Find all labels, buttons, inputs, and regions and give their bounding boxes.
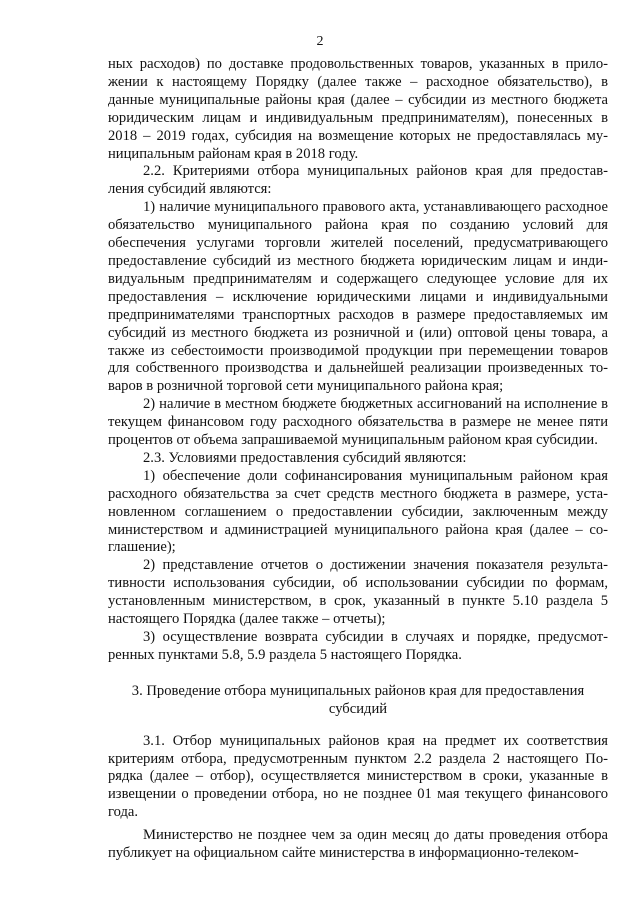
paragraph-2-2: 2.2. Критериями отбора муниципальных районов края для предоставления субсидий являются: [108, 163, 608, 198]
page-number: 2 [316, 34, 324, 49]
paragraph-2-3: 2.3. Условиями предоставления субсидий являются: [143, 449, 467, 466]
document-body [108, 56, 608, 863]
paragraph-2-2-item-1: 1) наличие муниципального правового акта, устанавливающего расходное обязательство муниципального района края по созданию условий для обеспечения услугами торговли жителей поселений, предусматривающего предоставление субсидий из местного бюджета юридическим лицам и индивидуальным предпринимателям и содержащего следующее условие для их предоставления – исключение юридическими лицами и индивидуальными предпринимателями транспортных расходов в размере предоставляемых им субсидий из местного бюджета из розничной и (или) оптовой цены товара, а также из себестоимости производимой продукции при перемещении товаров для собственного производства и дальнейшей реализации произведенных товаров в розничной торговой сети муниципального района края; [108, 199, 608, 395]
paragraph-3-1-continued: Министерство не позднее чем за один месяц до даты проведения отбора публикует на официальном сайте министерства в информационно-телеком- [108, 827, 608, 862]
paragraph-3-1: 3.1. Отбор муниципальных районов края на предмет их соответствия критериям отбора, предусмотренным пунктом 2.2 раздела 2 настоящего Порядка (далее – отбор), осуществляется министерством в сроки, указанные в извещении о проведении отбора, но не позднее 01 мая текущего финансового года. [108, 732, 608, 821]
paragraph-continuation: ных расходов) по доставке продовольственных товаров, указанных в приложении к настоящему Порядку (далее также – расходное обязательство), в данные муниципальные районы края (далее – субсидии из местного бюджета юридическим лицам и индивидуальным предпринимателям), понесенных в 2018 – 2019 годах, субсидия на возмещение которых не предоставлялась муниципальным районам края в 2018 году. [108, 56, 608, 162]
paragraph-2-2-item-2: 2) наличие в местном бюджете бюджетных ассигнований на исполнение в текущем финансовом году расходного обязательства в размере не менее пяти процентов от объема запрашиваемой муниципальным районом края субсидии. [108, 396, 608, 449]
paragraph-2-3-item-1: 1) обеспечение доли софинансирования муниципальным районом края расходного обязательства за счет средств местного бюджета в размере, установленном соглашением о предоставлении субсидии, заключенным между министерством и администрацией муниципального района края (далее – соглашение); [108, 467, 608, 556]
paragraph-2-3-item-3: 3) осуществление возврата субсидии в случаях и порядке, предусмотренных пунктами 5.8, 5.9 раздела 5 настоящего Порядка. [108, 629, 608, 663]
section-heading: 3. Проведение отбора муниципальных районов края для предоставления субсидий [131, 682, 585, 717]
paragraph-2-3-item-2: 2) представление отчетов о достижении значения показателя результативности использования субсидии, об использовании субсидии по формам, установленным министерством, в срок, указанный в пункте 5.10 раздела 5 настоящего Порядка (далее также – отчеты); [108, 557, 608, 628]
